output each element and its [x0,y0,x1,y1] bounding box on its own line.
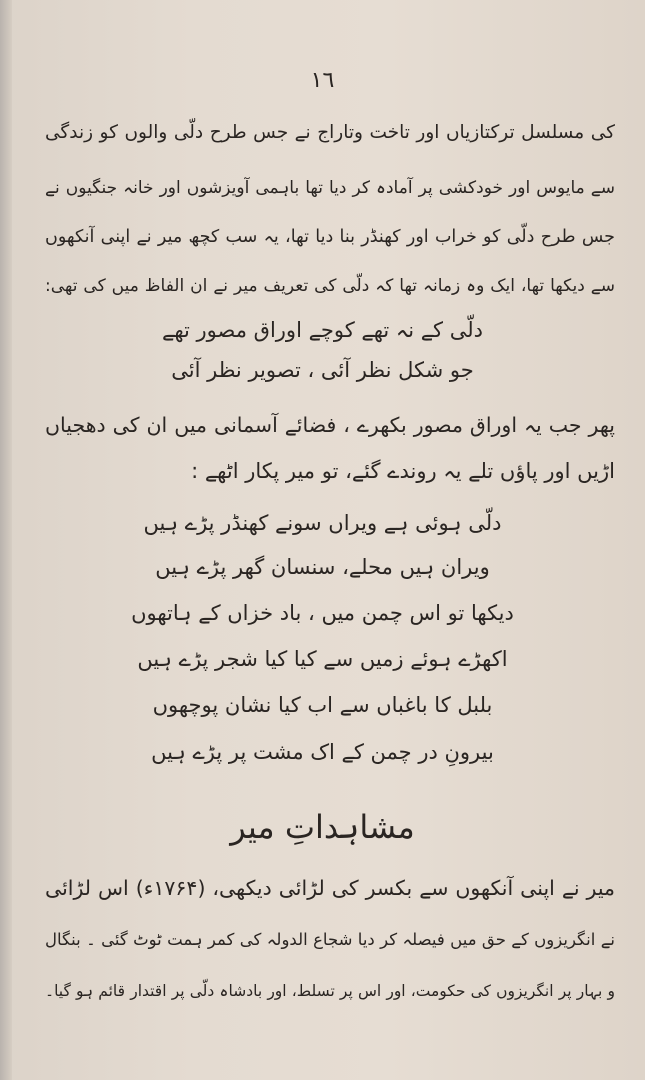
paragraph-1-line-3: جس طرح دلّی کو خراب اور کھنڈر بنا دیا تھا، یہ سب کچھ میر نے اپنی آنکھوں [45,227,615,247]
paragraph-3-line-1: میر نے اپنی آنکھوں سے بکسر کی لڑائی دیکھی، (۱۷۶۴ء) اس لڑائی [45,876,616,900]
paragraph-1-line-1: کی مسلسل ترکتازیاں اور تاخت وتاراج نے جس طرح دلّی والوں کو زندگی [45,122,615,143]
paragraph-3-line-3: و بہار پر انگریزوں کی حکومت، اور اس پر تسلط، اور بادشاہ دلّی پر اقتدار قائم ہو گیا۔ [45,982,615,1000]
page-spine-shadow [0,0,12,1080]
verse-2-line-5: بلبل کا باغباں سے اب کیا نشان پوچھوں [152,693,493,717]
paragraph-2-line-2: اڑیں اور پاؤں تلے یہ روندے گئے، تو میر پکار اٹھے : [191,459,615,483]
verse-2-line-4: اکھڑے ہوئے زمیں سے کیا کیا شجر پڑے ہیں [137,647,508,671]
verse-2-line-1: دلّی ہوئی ہے ویراں سونے کھنڈر پڑے ہیں [143,511,502,535]
verse-2-line-2: ویران ہیں محلے، سنسان گھر پڑے ہیں [155,555,490,579]
section-heading: مشاہداتِ میر [230,808,415,846]
paragraph-1-line-4: سے دیکھا تھا، ایک وہ زمانہ تھا کہ دلّی کی تعریف میر نے ان الفاظ میں کی تھی: [45,276,615,296]
paragraph-1-line-2: سے مایوس اور خودکشی پر آمادہ کر دیا تھا باہمی آویزشوں اور خانہ جنگیوں نے [45,178,615,198]
verse-1-line-1: دلّی کے نہ تھے کوچے اوراق مصور تھے [162,318,483,342]
verse-2-line-3: دیکھا تو اس چمن میں ، باد خزاں کے ہاتھوں [131,601,514,625]
paragraph-3-line-2: نے انگریزوں کے حق میں فیصلہ کر دیا شجاع الدولہ کی کمر ہمت ٹوٹ گئی ۔ بنگال [45,930,615,949]
verse-2-line-6: بیرونِ در چمن کے اک مشت پر پڑے ہیں [151,740,494,764]
page-number: ١٦ [310,68,335,93]
verse-1-line-2: جو شکل نظر آئی ، تصویر نظر آئی [171,358,474,382]
paragraph-2-line-1: پھر جب یہ اوراق مصور بکھرے ، فضائے آسمانی میں ان کی دھجیاں [45,413,615,437]
